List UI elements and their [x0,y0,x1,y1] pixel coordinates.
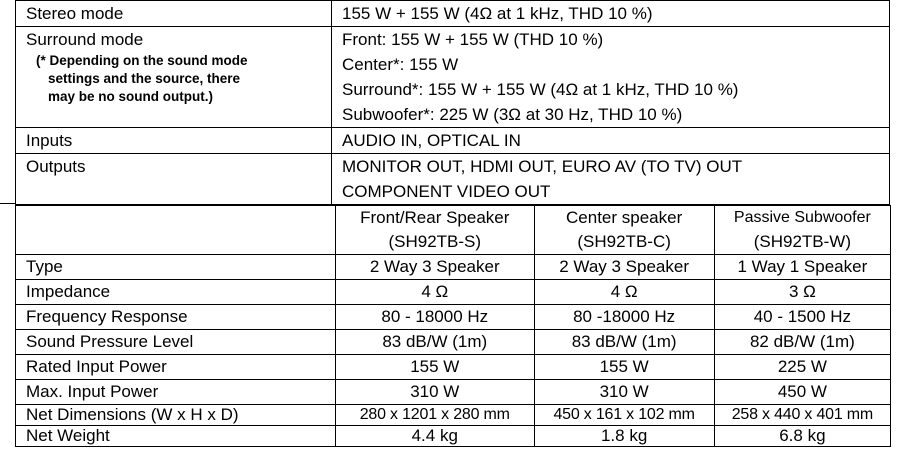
spec-value: 258 x 440 x 401 mm [714,405,890,426]
spec-label: Net Dimensions (W x H x D) [16,405,336,426]
spec-label: Outputs [16,154,332,205]
spec-value: 155 W [534,355,714,380]
spec-value: 80 -18000 Hz [534,305,714,330]
spec-value: 280 x 1201 x 280 mm [336,405,534,426]
spec-label: Net Weight [16,426,336,447]
speaker-model-row [16,230,891,255]
spec-value: 80 - 18000 Hz [336,305,534,330]
spec-label: Type [16,255,336,280]
spec-value: AUDIO IN, OPTICAL IN [332,128,890,154]
spec-value: 40 - 1500 Hz [714,305,890,330]
speaker-row-weight [16,426,891,447]
spec-value: 82 dB/W (1m) [714,330,890,355]
spec-row-surround [16,27,890,128]
header-blank [16,206,336,231]
spec-value: 83 dB/W (1m) [336,330,534,355]
spec-label: Inputs [16,128,332,154]
spec-value: 155 W [336,355,534,380]
spec-value: Front: 155 W + 155 W (THD 10 %) Center*: 155 W Surround*: 155 W + 155 W (4Ω at 1 kHz, THD 10 %) Subwoofer*: 225 W (3Ω at 30 Hz, THD 10 %) [332,27,890,128]
speaker-row-spl [16,330,891,355]
spec-value: 83 dB/W (1m) [534,330,714,355]
spec-value: 2 Way 3 Speaker [336,255,534,280]
spec-label: Surround mode (* Depending on the sound mode settings and the source, there may be no sound output.) [16,27,332,128]
spec-value: 2 Way 3 Speaker [534,255,714,280]
spec-value: 310 W [336,380,534,405]
header-blank [16,230,336,255]
spec-label: Impedance [16,280,336,305]
spec-label: Sound Pressure Level [16,330,336,355]
speaker-spec-table [15,205,891,447]
margin-rule [0,203,15,204]
col-model-center: (SH92TB-C) [534,230,714,255]
spec-value: 4.4 kg [336,426,534,447]
speaker-row-frequency [16,305,891,330]
spec-row-outputs [16,154,890,205]
spec-row-inputs [16,128,890,154]
speaker-row-max-power [16,380,891,405]
spec-label: Frequency Response [16,305,336,330]
spec-value: 4 Ω [336,280,534,305]
amplifier-spec-table [15,0,890,205]
spec-row-stereo [16,1,890,27]
spec-label: Rated Input Power [16,355,336,380]
spec-value: 4 Ω [534,280,714,305]
spec-value: 3 Ω [714,280,890,305]
spec-value: MONITOR OUT, HDMI OUT, EURO AV (TO TV) OUT COMPONENT VIDEO OUT [332,154,890,205]
col-model-front-rear: (SH92TB-S) [336,230,534,255]
surround-note: (* Depending on the sound mode settings and the source, there may be no sound output.) [36,53,248,104]
speaker-row-dimensions [16,405,891,426]
spec-value: 225 W [714,355,890,380]
col-header-front-rear: Front/Rear Speaker [336,206,534,231]
spec-label: Stereo mode [16,1,332,27]
spec-value: 450 W [714,380,890,405]
spec-value: 1.8 kg [534,426,714,447]
speaker-header-row [16,206,891,231]
spec-value: 6.8 kg [714,426,890,447]
speaker-row-impedance [16,280,891,305]
speaker-row-rated-power [16,355,891,380]
spec-value: 310 W [534,380,714,405]
speaker-row-type [16,255,891,280]
spec-value: 450 x 161 x 102 mm [534,405,714,426]
col-header-center: Center speaker [534,206,714,231]
spec-value: 1 Way 1 Speaker [714,255,890,280]
col-model-subwoofer: (SH92TB-W) [714,230,890,255]
spec-value: 155 W + 155 W (4Ω at 1 kHz, THD 10 %) [332,1,890,27]
col-header-subwoofer: Passive Subwoofer [714,206,890,231]
spec-label: Max. Input Power [16,380,336,405]
